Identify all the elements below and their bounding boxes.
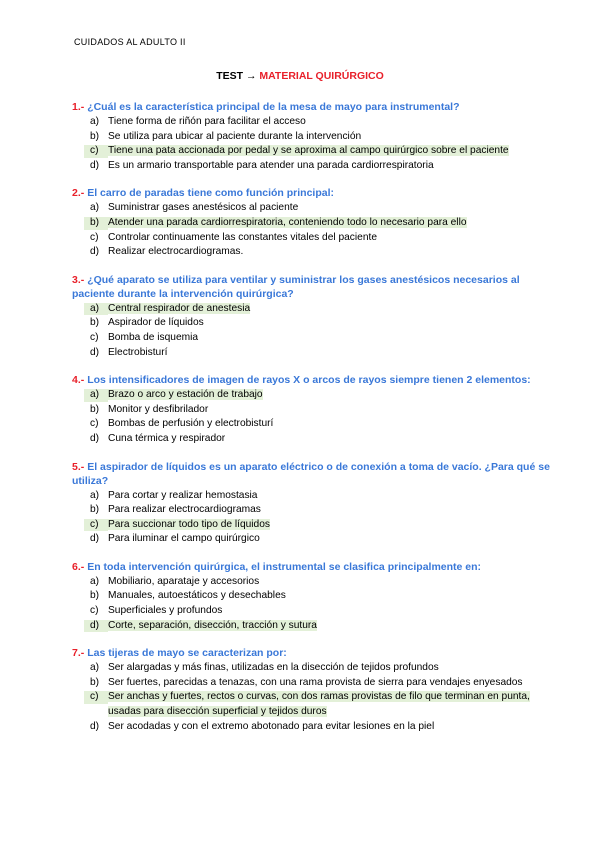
option-text: Mobiliario, aparataje y accesorios — [108, 575, 260, 587]
option-letter: b) — [90, 590, 100, 602]
option — [72, 201, 552, 216]
option-list — [72, 201, 552, 259]
option-list — [72, 388, 552, 446]
option-letter: d) — [90, 533, 100, 545]
question-number: 1.- — [72, 101, 85, 113]
option-letter: c) — [90, 331, 99, 343]
option-letter: d) — [90, 246, 100, 258]
question-5 — [72, 460, 552, 547]
option-correct — [72, 388, 552, 403]
option-text: Atender una parada cardiorrespiratoria, conteniendo todo lo necesario para ello — [108, 216, 467, 228]
question-6 — [72, 560, 552, 633]
option-text: Central respirador de anestesia — [108, 302, 251, 314]
option-text: Bomba de isquemia — [108, 331, 199, 343]
option-text: Ser fuertes, parecidas a tenazas, con una rama provista de sierra para vendajes enyesados — [108, 676, 523, 688]
question-number: 3.- — [72, 273, 85, 286]
option-letter: c) — [90, 418, 99, 430]
option-text: Suministrar gases anestésicos al paciente — [108, 202, 299, 214]
question-2 — [72, 186, 552, 259]
option-letter: c) — [90, 231, 99, 243]
question-3 — [72, 273, 552, 360]
option-letter: c) — [90, 605, 99, 617]
option — [72, 532, 552, 547]
option — [72, 503, 552, 518]
question-4 — [72, 373, 552, 446]
title-highlight: MATERIAL QUIRÚRGICO — [259, 70, 384, 82]
test-title — [0, 70, 600, 82]
option-letter: b) — [90, 676, 100, 688]
option-text: Tiene forma de riñón para facilitar el acceso — [108, 116, 306, 127]
question-text — [72, 646, 552, 660]
option-letter: c) — [90, 518, 99, 530]
option-correct — [72, 619, 552, 634]
question-number: 4.- — [72, 374, 85, 387]
option-text: Monitor y desfibrilador — [108, 403, 209, 415]
option-text: Manuales, autoestáticos y desechables — [108, 590, 286, 602]
option-list — [72, 302, 552, 360]
option — [72, 604, 552, 619]
page-header: CUIDADOS AL ADULTO II — [74, 37, 186, 47]
option-letter: b) — [90, 317, 100, 329]
option-text: Para iluminar el campo quirúrgico — [108, 533, 260, 545]
option-text: Realizar electrocardiogramas. — [108, 246, 244, 258]
question-text — [72, 460, 552, 488]
question-body: ¿Qué aparato se utiliza para ventilar y suministrar los gases anestésicos necesarios al paciente durante la intervención quirúrgica? — [72, 273, 520, 300]
option-text: Controlar continuamente las constantes vitales del paciente — [108, 231, 377, 243]
option — [72, 316, 552, 331]
option — [72, 432, 552, 447]
option-text: Se utiliza para ubicar al paciente durante la intervención — [108, 130, 362, 142]
option-text: Para succionar todo tipo de líquidos — [108, 518, 270, 530]
question-text — [72, 273, 552, 301]
option-list — [72, 575, 552, 633]
option-text: Ser alargadas y más finas, utilizadas en la disección de tejidos profundos — [108, 662, 439, 674]
question-list — [72, 100, 552, 747]
option-text: Bombas de perfusión y electrobisturí — [108, 418, 274, 430]
question-body: Los intensificadores de imagen de rayos X o arcos de rayos siempre tienen 2 elementos: — [87, 374, 531, 387]
option-letter: a) — [90, 202, 100, 214]
question-body: Las tijeras de mayo se caracterizan por: — [87, 647, 287, 660]
question-number: 7.- — [72, 647, 85, 660]
option-correct — [72, 690, 552, 719]
option-letter: a) — [90, 662, 100, 674]
question-number: 6.- — [72, 560, 85, 573]
option — [72, 331, 552, 346]
option — [72, 115, 552, 130]
option-text: Electrobisturí — [108, 346, 168, 358]
option — [72, 661, 552, 676]
question-text — [72, 560, 552, 574]
option-list — [72, 115, 552, 173]
option-letter: d) — [90, 720, 100, 732]
option-correct — [72, 302, 552, 317]
option-letter: b) — [90, 216, 100, 228]
question-body: En toda intervención quirúrgica, el instrumental se clasifica principalmente en: — [87, 560, 482, 573]
option-letter: d) — [90, 346, 100, 358]
option-text: Para realizar electrocardiogramas — [108, 504, 261, 516]
option-letter: d) — [90, 432, 100, 444]
option-letter: c) — [90, 691, 99, 703]
option-letter: a) — [90, 389, 100, 401]
option — [72, 130, 552, 145]
option-correct — [72, 518, 552, 533]
option-correct — [72, 144, 552, 159]
option-text: Ser anchas y fuertes, rectos o curvas, con dos ramas provistas de filo que terminan en punta, usadas para disección superficial y tejidos duros — [108, 691, 530, 718]
option-text: Aspirador de líquidos — [108, 317, 204, 329]
title-prefix: TEST → — [216, 70, 260, 82]
option-text: Ser acodadas y con el extremo abotonado para evitar lesiones en la piel — [108, 720, 435, 732]
option-text: Brazo o arco y estación de trabajo — [108, 389, 263, 401]
option — [72, 720, 552, 735]
option-text: Superficiales y profundos — [108, 605, 223, 617]
option-text: Cuna térmica y respirador — [108, 432, 226, 444]
option-letter: b) — [90, 403, 100, 415]
option-letter: c) — [90, 145, 99, 157]
option-letter: a) — [90, 575, 100, 587]
option — [72, 245, 552, 260]
option-text: Corte, separación, disección, tracción y sutura — [108, 619, 317, 631]
option-letter: a) — [90, 302, 100, 314]
option-letter: a) — [90, 116, 100, 127]
option-letter: a) — [90, 489, 100, 501]
question-body: El carro de paradas tiene como función principal: — [87, 187, 334, 200]
option-letter: b) — [90, 130, 100, 142]
question-1 — [72, 100, 552, 173]
question-body: ¿Cuál es la característica principal de la mesa de mayo para instrumental? — [87, 101, 460, 113]
option-list — [72, 489, 552, 547]
option — [72, 159, 552, 174]
question-7 — [72, 646, 552, 734]
option — [72, 346, 552, 361]
option — [72, 231, 552, 246]
option-letter: d) — [90, 619, 100, 631]
question-number: 5.- — [72, 460, 85, 473]
option-text: Es un armario transportable para atender una parada cardiorrespiratoria — [108, 159, 434, 171]
option-text: Tiene una pata accionada por pedal y se aproxima al campo quirúrgico sobre el paciente — [108, 145, 509, 157]
option — [72, 676, 552, 691]
question-body: El aspirador de líquidos es un aparato eléctrico o de conexión a toma de vacío. ¿Para qué se utiliza? — [72, 460, 550, 487]
option-letter: b) — [90, 504, 100, 516]
option-text: Para cortar y realizar hemostasia — [108, 489, 258, 501]
option — [72, 403, 552, 418]
question-text — [72, 186, 552, 200]
option-correct — [72, 216, 552, 231]
option — [72, 417, 552, 432]
option-letter: d) — [90, 159, 100, 171]
option — [72, 489, 552, 504]
question-text — [72, 373, 552, 387]
option — [72, 575, 552, 590]
option — [72, 589, 552, 604]
question-text — [72, 100, 552, 114]
question-number: 2.- — [72, 187, 85, 200]
option-list — [72, 661, 552, 734]
